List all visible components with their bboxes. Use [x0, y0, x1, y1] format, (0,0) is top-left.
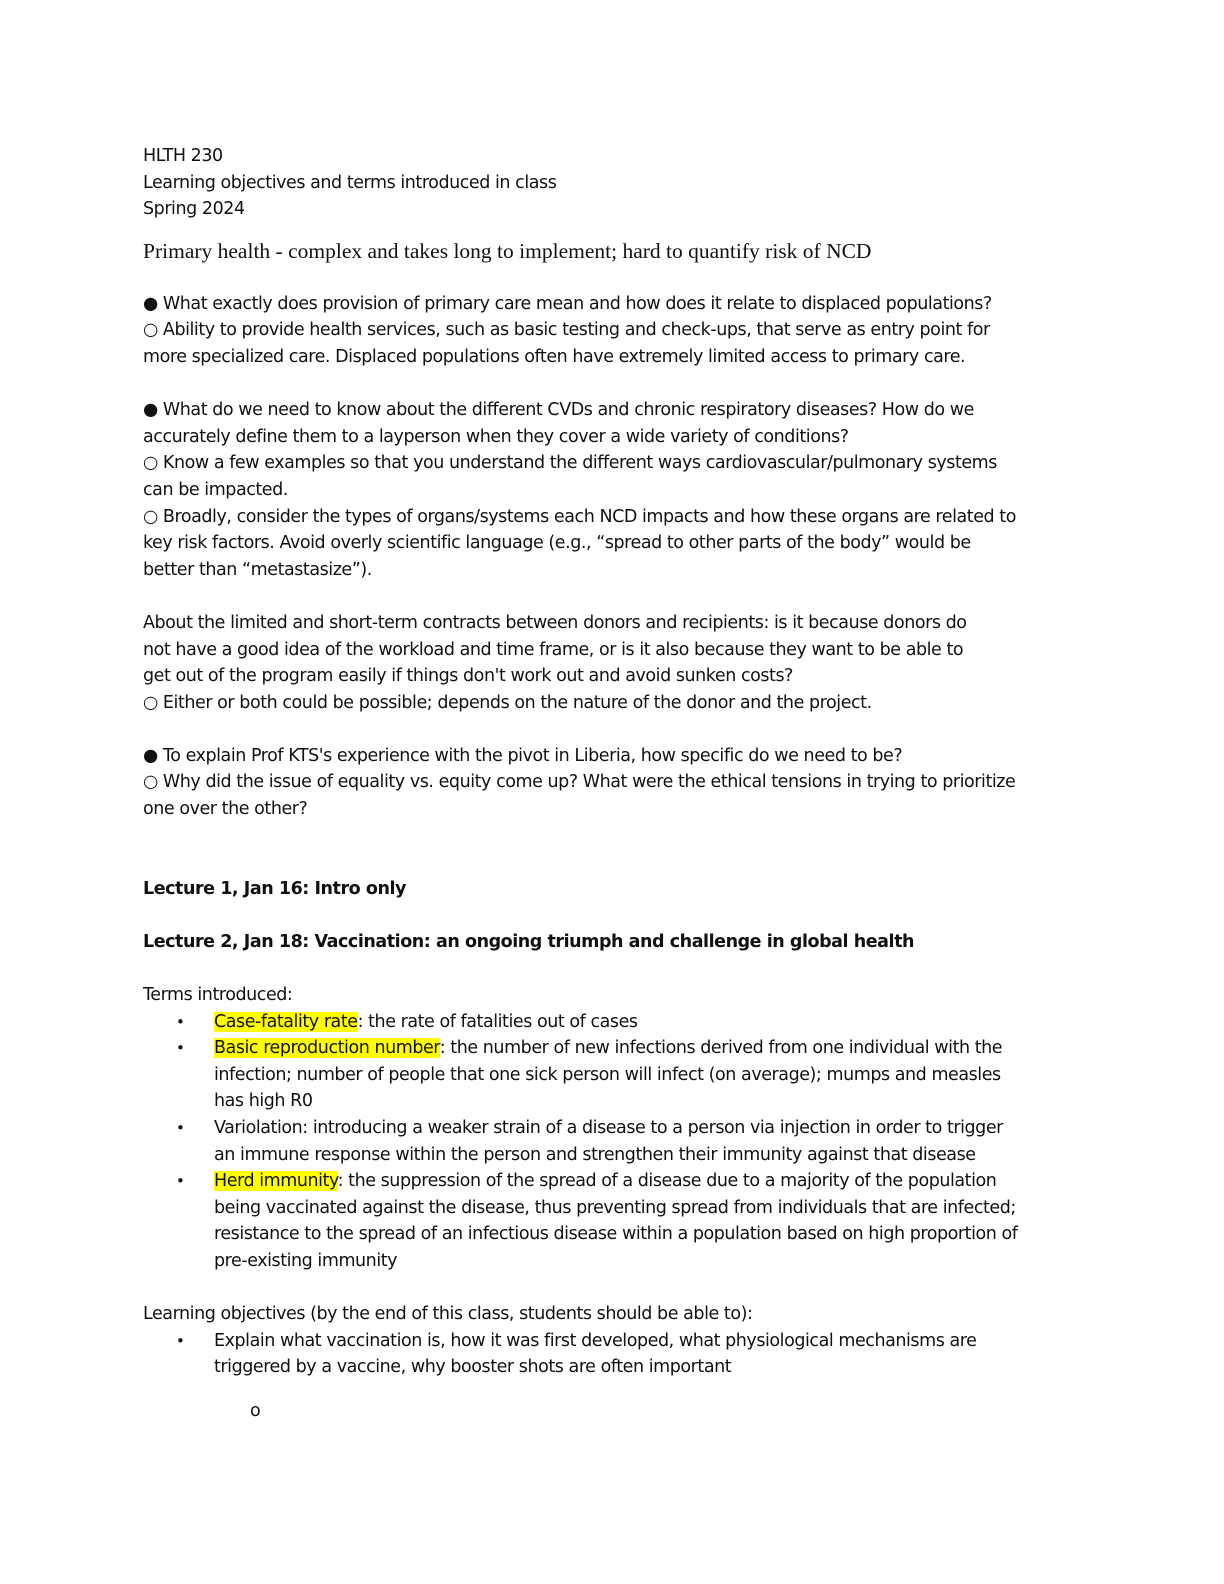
list-item — [143, 1115, 1083, 1168]
term-highlight: Basic reproduction number — [214, 1038, 440, 1059]
bullet-icon: • — [176, 1039, 185, 1058]
term-definition: : the suppression of the spread of a disease due to a majority of the population — [337, 1171, 997, 1192]
terms-label: Terms introduced: — [143, 985, 293, 1006]
answer-text: ○ Either or both could be possible; depends on the nature of the donor and the project. — [143, 692, 872, 713]
qa-block-3 — [143, 610, 1083, 716]
answer-text: key risk factors. Avoid overly scientific language (e.g., “spread to other parts of the body” would be — [143, 533, 971, 554]
answer-text: ○ Ability to provide health services, such as basic testing and check-ups, that serve as entry point for — [143, 320, 990, 341]
objective-text: triggered by a vaccine, why booster shots are often important — [214, 1357, 732, 1378]
question-text: ● What exactly does provision of primary care mean and how does it relate to displaced populations? — [143, 293, 992, 314]
term-definition: being vaccinated against the disease, thus preventing spread from individuals that are infected; — [214, 1197, 1016, 1218]
term: Spring 2024 — [143, 199, 245, 220]
document-page — [143, 143, 1083, 1443]
question-text: ● To explain Prof KTS's experience with the pivot in Liberia, how specific do we need to be? — [143, 745, 903, 766]
term-definition: infection; number of people that one sick person will infect (on average); mumps and measles — [214, 1064, 1001, 1085]
term-definition: Variolation: introducing a weaker strain of a disease to a person via injection in order to trigger — [214, 1118, 1003, 1138]
answer-text: ○ Why did the issue of equality vs. equity come up? What were the ethical tensions in trying to prioritize — [143, 772, 1016, 793]
term-definition: an immune response within the person and strengthen their immunity against that disease — [214, 1144, 976, 1165]
term-definition: has high R0 — [214, 1091, 313, 1112]
document-subtitle: Learning objectives and terms introduced in class — [143, 172, 557, 193]
bullet-icon: • — [176, 1172, 185, 1191]
list-item — [143, 1009, 1083, 1036]
answer-text: ○ Broadly, consider the types of organs/systems each NCD impacts and how these organs are related to — [143, 506, 1016, 527]
list-item — [143, 1168, 1083, 1274]
qa-block-2 — [143, 397, 1083, 583]
lecture-1-heading: Lecture 1, Jan 16: Intro only — [143, 878, 406, 899]
term-highlight: Herd immunity — [214, 1171, 338, 1192]
answer-text: one over the other? — [143, 799, 308, 820]
question-text: ● What do we need to know about the different CVDs and chronic respiratory diseases? How do we — [143, 400, 974, 421]
question-text: not have a good idea of the workload and time frame, or is it also because they want to be able to — [143, 639, 964, 660]
answer-text: better than “metastasize”). — [143, 559, 372, 580]
term-definition: : the number of new infections derived from one individual with the — [439, 1038, 1003, 1059]
qa-block-4 — [143, 743, 1083, 823]
question-text: get out of the program easily if things don't work out and avoid sunken costs? — [143, 666, 793, 687]
question-text: accurately define them to a layperson when they cover a wide variety of conditions? — [143, 426, 849, 447]
term-definition: : the rate of fatalities out of cases — [357, 1011, 638, 1032]
term-definition: pre-existing immunity — [214, 1250, 398, 1271]
term-highlight: Case-fatality rate — [214, 1011, 358, 1032]
question-text: About the limited and short-term contracts between donors and recipients: is it because donors do — [143, 612, 967, 633]
list-item — [143, 1035, 1083, 1115]
terms-list — [143, 1009, 1083, 1275]
primary-health-heading: Primary health - complex and takes long to implement; hard to quantify risk of NCD — [143, 238, 872, 263]
answer-text: ○ Know a few examples so that you understand the different ways cardiovascular/pulmonary systems — [143, 453, 997, 474]
answer-text: more specialized care. Displaced populations often have extremely limited access to primary care. — [143, 346, 966, 367]
answer-text: can be impacted. — [143, 479, 288, 500]
qa-block-1 — [143, 291, 1083, 371]
objectives-list — [143, 1328, 1083, 1381]
sub-bullet-marker: o — [250, 1401, 261, 1422]
objectives-label: Learning objectives (by the end of this class, students should be able to): — [143, 1304, 753, 1325]
objective-text: Explain what vaccination is, how it was first developed, what physiological mechanisms are — [214, 1330, 977, 1351]
lecture-2-heading: Lecture 2, Jan 18: Vaccination: an ongoing triumph and challenge in global health — [143, 931, 914, 952]
course-code: HLTH 230 — [143, 146, 223, 166]
term-definition: resistance to the spread of an infectious disease within a population based on high proportion of — [214, 1224, 1018, 1245]
list-item — [143, 1328, 1083, 1381]
bullet-icon: • — [176, 1012, 185, 1031]
bullet-icon: • — [176, 1331, 185, 1350]
bullet-icon: • — [176, 1119, 185, 1137]
